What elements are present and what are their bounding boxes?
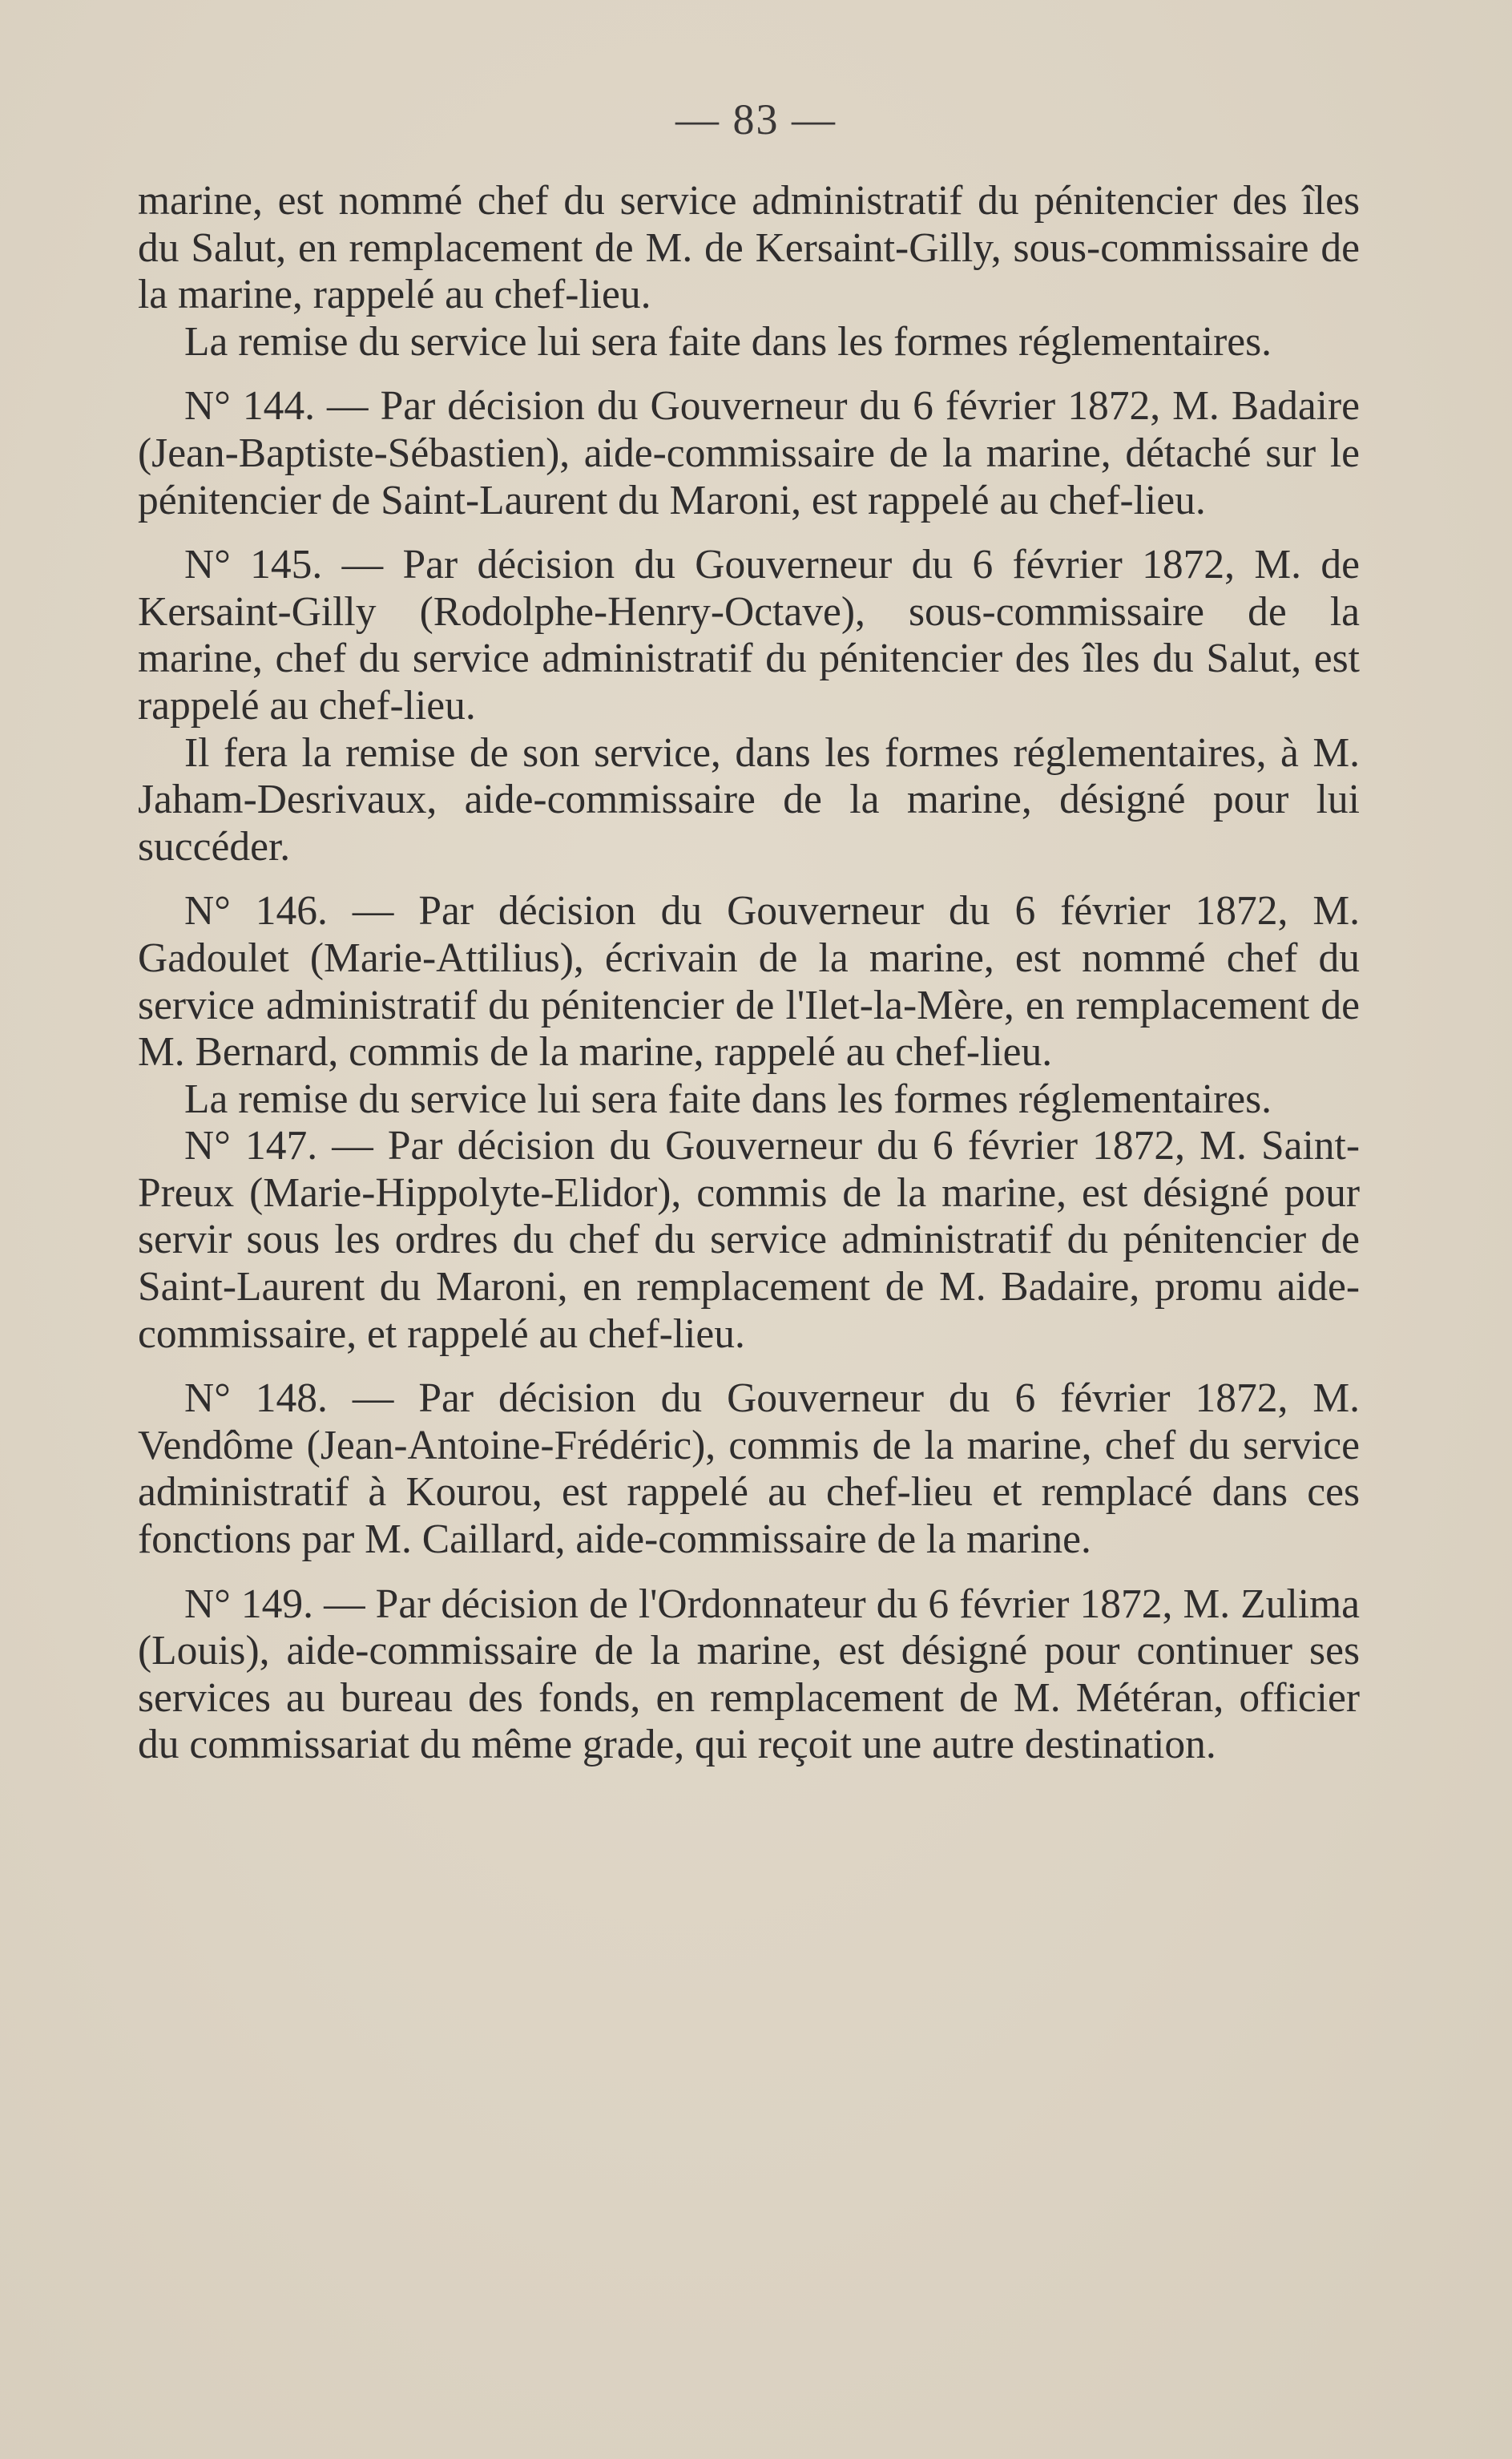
paragraph-decision-144: N° 144. — Par décision du Gouverneur du 6 février 1872, M. Badaire (Jean-Baptiste-Sébastien), aide-commissaire de la marine, détaché sur le pénitencier de Saint-Laurent du Maroni, est rappelé au chef-lieu.	[138, 383, 1360, 523]
paragraph-decision-148: N° 148. — Par décision du Gouverneur du 6 février 1872, M. Vendôme (Jean-Antoine-Frédéric), commis de la marine, chef du service administratif à Kourou, est rappelé au chef-lieu et remplacé dans ces fonctions par M. Caillard, aide-commissaire de la marine.	[138, 1375, 1360, 1563]
document-body	[138, 178, 1360, 1769]
paragraph-decision-149: N° 149. — Par décision de l'Ordonnateur du 6 février 1872, M. Zulima (Louis), aide-commissaire de la marine, est désigné pour continuer ses services au bureau des fonds, en remplacement de M. Météran, officier du commissariat du même grade, qui reçoit une autre destination.	[138, 1581, 1360, 1768]
paragraph-decision-145: N° 145. — Par décision du Gouverneur du 6 février 1872, M. de Kersaint-Gilly (Rodolphe-Henry-Octave), sous-commissaire de la marine, chef du service administratif du pénitencier des îles du Salut, est rappelé au chef-lieu.	[138, 542, 1360, 729]
paragraph-remise-145: Il fera la remise de son service, dans les formes réglementaires, à M. Jaham-Desrivaux, aide-commissaire de la marine, désigné pour lui succéder.	[138, 729, 1360, 870]
paragraph-decision-146: N° 146. — Par décision du Gouverneur du 6 février 1872, M. Gadoulet (Marie-Attilius), écrivain de la marine, est nommé chef du service administratif du pénitencier de l'Ilet-la-Mère, en remplacement de M. Bernard, commis de la marine, rappelé au chef-lieu.	[138, 888, 1360, 1076]
page-number: — 83 —	[675, 95, 837, 143]
paragraph-decision-147: N° 147. — Par décision du Gouverneur du 6 février 1872, M. Saint-Preux (Marie-Hippolyte-Elidor), commis de la marine, est désigné pour servir sous les ordres du chef du service administratif du pénitencier de Saint-Laurent du Maroni, en remplacement de M. Badaire, promu aide-commissaire, et rappelé au chef-lieu.	[138, 1123, 1360, 1357]
paragraph-remise-146: La remise du service lui sera faite dans les formes réglementaires.	[184, 1076, 1272, 1122]
paragraph-remise-143: La remise du service lui sera faite dans les formes réglementaires.	[184, 318, 1272, 365]
paragraph-continuation: marine, est nommé chef du service administratif du pénitencier des îles du Salut, en remplacement de M. de Kersaint-Gilly, sous-commissaire de la marine, rappelé au chef-lieu.	[138, 178, 1360, 318]
